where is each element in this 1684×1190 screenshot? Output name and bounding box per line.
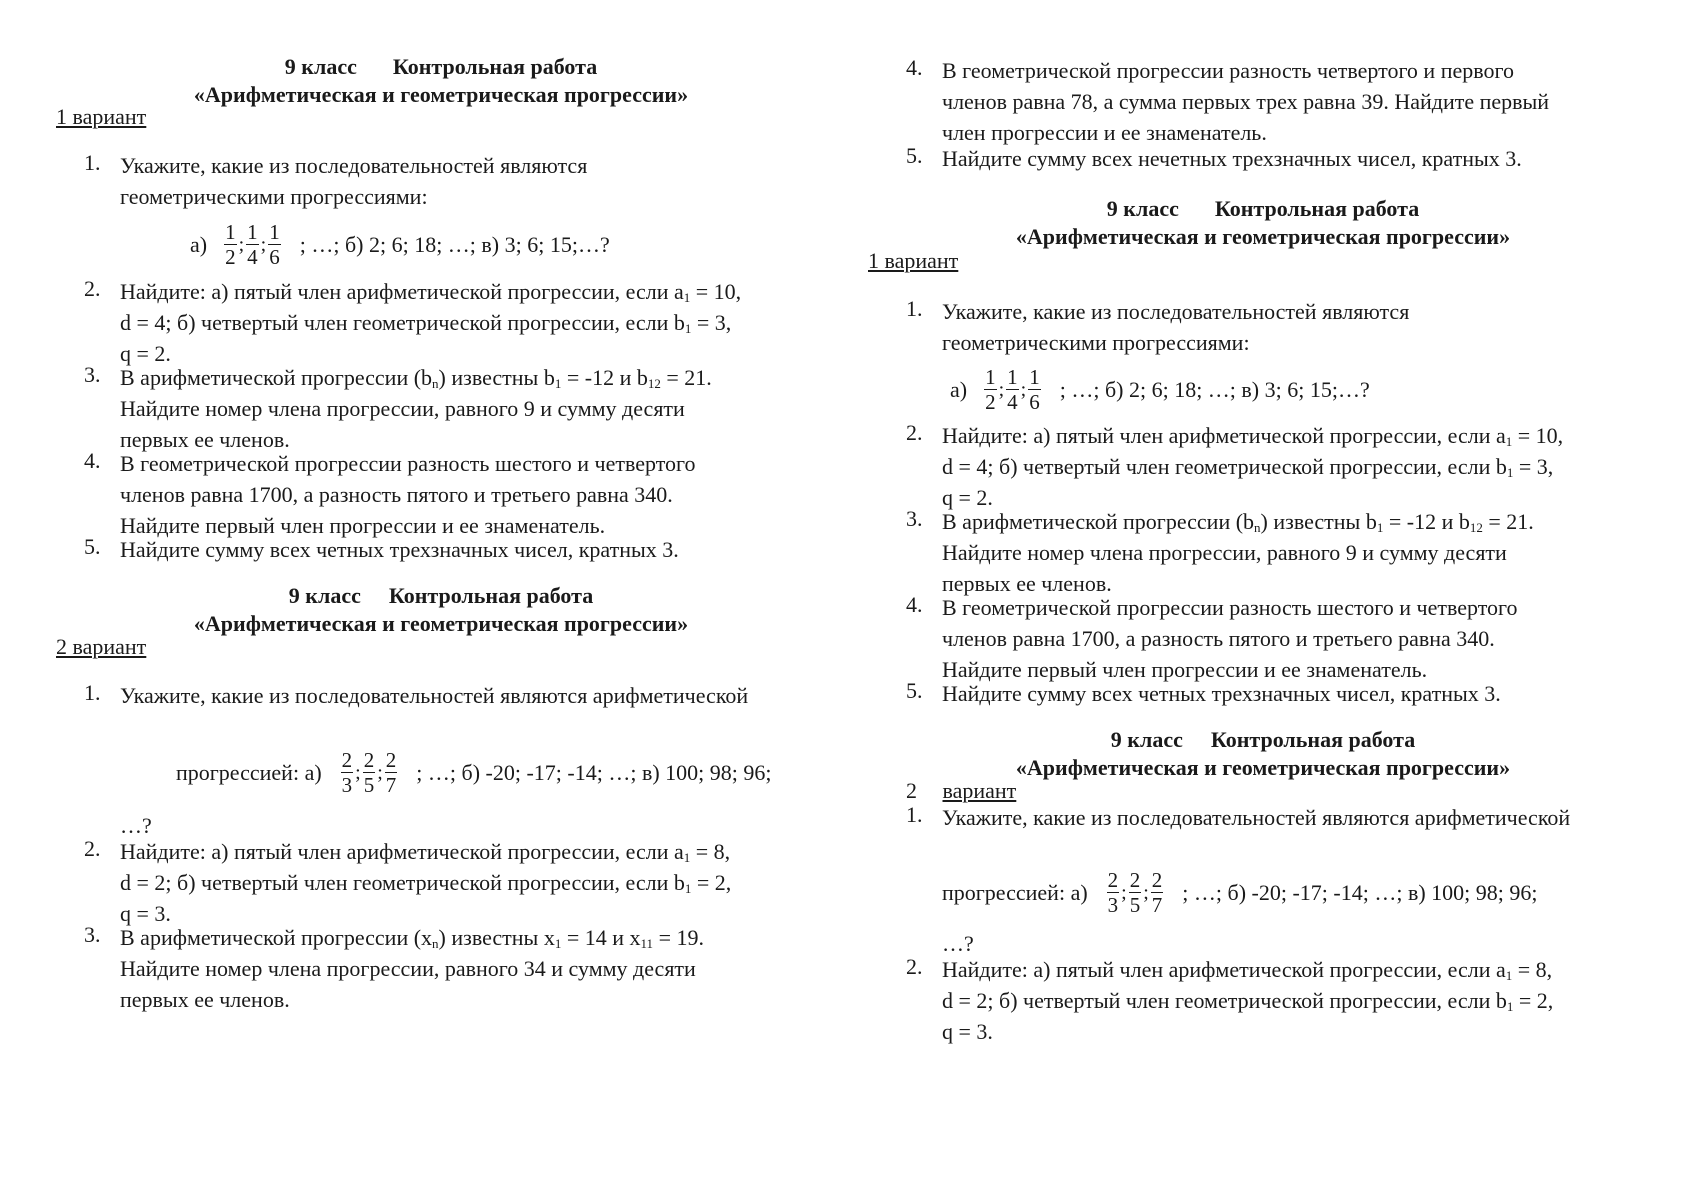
denominator: 6 [269,245,280,269]
subscript: 1 [1506,999,1514,1014]
task-line: Найдите сумму всех четных трехзначных чисел, кратных 3. [942,681,1501,706]
subscript: n [432,936,439,951]
numerator: 2 [1107,868,1119,892]
text-run: d = 4; б) четвертый член геометрической прогрессии, если b [942,454,1507,479]
grade: 9 класс [288,583,361,608]
text-run: d = 2; б) четвертый член геометрической прогрессии, если b [942,988,1507,1013]
task-number: 3. [906,506,923,531]
task-number: 1. [906,296,923,321]
heading-right-v2 [868,726,1658,782]
text-run: = 14 и x [561,925,641,950]
task-number: 1. [84,680,101,705]
text-run: d = 2; б) четвертый член геометрической прогрессии, если b [120,870,685,895]
text-run: = 21. [660,365,712,390]
choices-row: а) $\frac{1}{2}$ ; $\frac{1}{4}$ ; $\frac{1}{6}$ ; …; б) 2; 6; 18; …; в) 3; 6; 15;…? [950,365,1370,414]
task-number: 1. [84,150,101,175]
fraction [1006,365,1019,414]
task-number: 5. [906,678,923,703]
topic: «Арифметическая и геометрическая прогрессии» [1015,224,1511,249]
topic: «Арифметическая и геометрическая прогрессии» [193,611,689,636]
choices-row: а) $\frac{1}{2}$ ; $\frac{1}{4}$ ; $\frac{1}{6}$ ; …; б) 2; 6; 18; …; в) 3; 6; 15;…? [190,220,610,269]
choice-rest: ; …; б) -20; -17; -14; …; в) 100; 98; 96; [1182,879,1538,905]
text-run: = 21. [1482,509,1534,534]
subscript: 1 [683,290,691,305]
task-number: 3. [84,922,101,947]
choices-row: прогрессией: а) $\frac{2}{3}$ ; $\frac{2}{5}$ ; $\frac{2}{7}$ ; …; б) -20; -17; -14; …; в) 100; 98; 96; [176,748,772,797]
subscript: 12 [1469,520,1483,535]
denominator: 2 [225,245,236,269]
heading-left-v1 [56,53,826,109]
subscript: 1 [684,321,692,336]
fraction [1028,365,1041,414]
task-line: Найдите первый член прогрессии и ее знаменатель. [120,513,606,538]
numerator: 2 [1151,868,1163,892]
task-line: q = 2. [942,485,993,510]
task-line: Укажите, какие из последовательностей являются арифметической [942,805,1571,830]
denominator: 5 [363,773,375,797]
text-run: = 8, [1512,957,1553,982]
text-run: Найдите: а) пятый член арифметической прогрессии, если a [942,957,1506,982]
text-run: ) известны b [1260,509,1377,534]
denominator: 7 [385,773,397,797]
subscript: 1 [1506,465,1514,480]
subscript: 1 [554,936,562,951]
heading-right-v1 [868,195,1658,251]
text-run: ) известны x [438,925,555,950]
fraction [224,220,237,269]
denominator: 5 [1129,893,1141,917]
text-run: = -12 и b [561,365,648,390]
task-number: 2. [906,420,923,445]
task-number: 3. [84,362,101,387]
task-line: Найдите первый член прогрессии и ее знаменатель. [942,657,1428,682]
denominator: 3 [341,773,353,797]
text-run: = 10, [1512,423,1564,448]
subscript: 1 [554,376,562,391]
text-run: = 2, [1513,988,1554,1013]
text-run: = 8, [690,839,731,864]
numerator: 1 [985,365,996,389]
heading-left-v2 [56,582,826,638]
task-number: 4. [84,448,101,473]
numerator: 1 [225,220,236,244]
work-title: Контрольная работа [388,583,594,608]
task-line: Найдите номер члена прогрессии, равного 34 и сумму десяти [120,956,696,981]
task-number: 5. [906,143,923,168]
subscript: 1 [1505,968,1513,983]
text-run: Найдите: а) пятый член арифметической прогрессии, если a [120,279,684,304]
grade: 9 класс [1110,727,1183,752]
text-run: = 10, [690,279,742,304]
fraction [246,220,259,269]
denominator: 3 [1107,893,1119,917]
numerator: 2 [385,748,397,772]
grade: 9 класс [1106,196,1179,221]
task-line: членов равна 1700, а разность пятого и третьего равна 340. [120,482,673,507]
fraction [1107,868,1120,917]
choice-pre: прогрессией: а) [176,759,322,785]
subscript: 1 [683,850,691,865]
text-run: В арифметической прогрессии (b [942,509,1255,534]
work-title: Контрольная работа [392,54,598,79]
text-run: В арифметической прогрессии (x [120,925,433,950]
text-run: = 3, [691,310,732,335]
denominator: 4 [247,245,258,269]
text-run: = 2, [691,870,732,895]
variant-label: 1 вариант [868,248,959,273]
text-run: ) известны b [438,365,555,390]
task-number: 2. [906,954,923,979]
numerator: 2 [1129,868,1141,892]
task-line: Укажите, какие из последовательностей являются арифметической [120,683,749,708]
numerator: 2 [341,748,353,772]
numerator: 1 [269,220,280,244]
task-line: геометрическими прогрессиями: [942,330,1250,355]
task-line: членов равна 78, а сумма первых трех равна 39. Найдите первый [942,89,1550,114]
variant-label: 1 вариант [56,104,147,129]
text-run: Найдите: а) пятый член арифметической прогрессии, если a [120,839,684,864]
denominator: 7 [1151,893,1163,917]
choice-rest: ; …; б) 2; 6; 18; …; в) 3; 6; 15;…? [1059,376,1370,402]
variant-label: 2 вариант [56,634,147,659]
variant-word: вариант [942,778,1017,803]
fraction [363,748,376,797]
choice-label: а) [190,231,208,257]
work-title: Контрольная работа [1214,196,1420,221]
choices-row: прогрессией: а) $\frac{2}{3}$ ; $\frac{2}{5}$ ; $\frac{2}{7}$ ; …; б) -20; -17; -14; …; в) 100; 98; 96; [942,868,1538,917]
fraction [385,748,398,797]
text-run: В арифметической прогрессии (b [120,365,433,390]
subscript: 1 [1376,520,1384,535]
task-number: 1. [906,802,923,827]
variant-label [906,778,1016,804]
task-line: q = 3. [942,1019,993,1044]
denominator: 2 [985,390,996,414]
fraction [984,365,997,414]
task-line: первых ее членов. [942,571,1112,596]
task-text: Укажите, какие из последовательностей являются геометрическими прогрессиями: [120,153,588,209]
numerator: 1 [1007,365,1018,389]
numerator: 1 [247,220,258,244]
topic: «Арифметическая и геометрическая прогрессии» [1015,755,1511,780]
task-line: членов равна 1700, а разность пятого и третьего равна 340. [942,626,1495,651]
task-line: q = 3. [120,901,171,926]
grade: 9 класс [284,54,357,79]
task-number: 4. [906,55,923,80]
task-number: 2. [84,276,101,301]
subscript: 1 [1505,434,1513,449]
text-run: d = 4; б) четвертый член геометрической прогрессии, если b [120,310,685,335]
task-number: 2. [84,836,101,861]
choice-pre: прогрессией: а) [942,879,1088,905]
numerator: 1 [1029,365,1040,389]
task-number: 4. [906,592,923,617]
task-line: Найдите номер члена прогрессии, равного 9 и сумму десяти [120,396,685,421]
task-line: …? [120,813,152,838]
task-line: член прогрессии и ее знаменатель. [942,120,1267,145]
task-line: В геометрической прогрессии разность четвертого и первого [942,58,1514,83]
text-run: Найдите: а) пятый член арифметической прогрессии, если a [942,423,1506,448]
variant-number: 2 [906,778,917,803]
task-number: 5. [84,534,101,559]
topic: «Арифметическая и геометрическая прогрессии» [193,82,689,107]
task-line: …? [942,931,974,956]
choice-rest: ; …; б) -20; -17; -14; …; в) 100; 98; 96; [416,759,772,785]
fraction [268,220,281,269]
subscript: 12 [647,376,661,391]
fraction [341,748,354,797]
task-line: Найдите сумму всех четных трехзначных чисел, кратных 3. [120,537,679,562]
subscript: 1 [684,881,692,896]
text-run: = 3, [1513,454,1554,479]
text-run: = -12 и b [1383,509,1470,534]
task-line: q = 2. [120,341,171,366]
subscript: n [432,376,439,391]
text-run: = 19. [653,925,704,950]
work-title: Контрольная работа [1210,727,1416,752]
subscript: 11 [640,936,654,951]
choice-label: а) [950,376,968,402]
fraction [1151,868,1164,917]
task-line: В геометрической прогрессии разность шестого и четвертого [120,451,696,476]
denominator: 6 [1029,390,1040,414]
task-line: Укажите, какие из последовательностей являются [942,299,1410,324]
fraction [1129,868,1142,917]
choice-rest: ; …; б) 2; 6; 18; …; в) 3; 6; 15;…? [299,231,610,257]
task-line: Найдите сумму всех нечетных трехзначных чисел, кратных 3. [942,146,1522,171]
numerator: 2 [363,748,375,772]
denominator: 4 [1007,390,1018,414]
subscript: n [1254,520,1261,535]
task-line: первых ее членов. [120,427,290,452]
task-line: Найдите номер члена прогрессии, равного 9 и сумму десяти [942,540,1507,565]
task-line: В геометрической прогрессии разность шестого и четвертого [942,595,1518,620]
task-line: первых ее членов. [120,987,290,1012]
